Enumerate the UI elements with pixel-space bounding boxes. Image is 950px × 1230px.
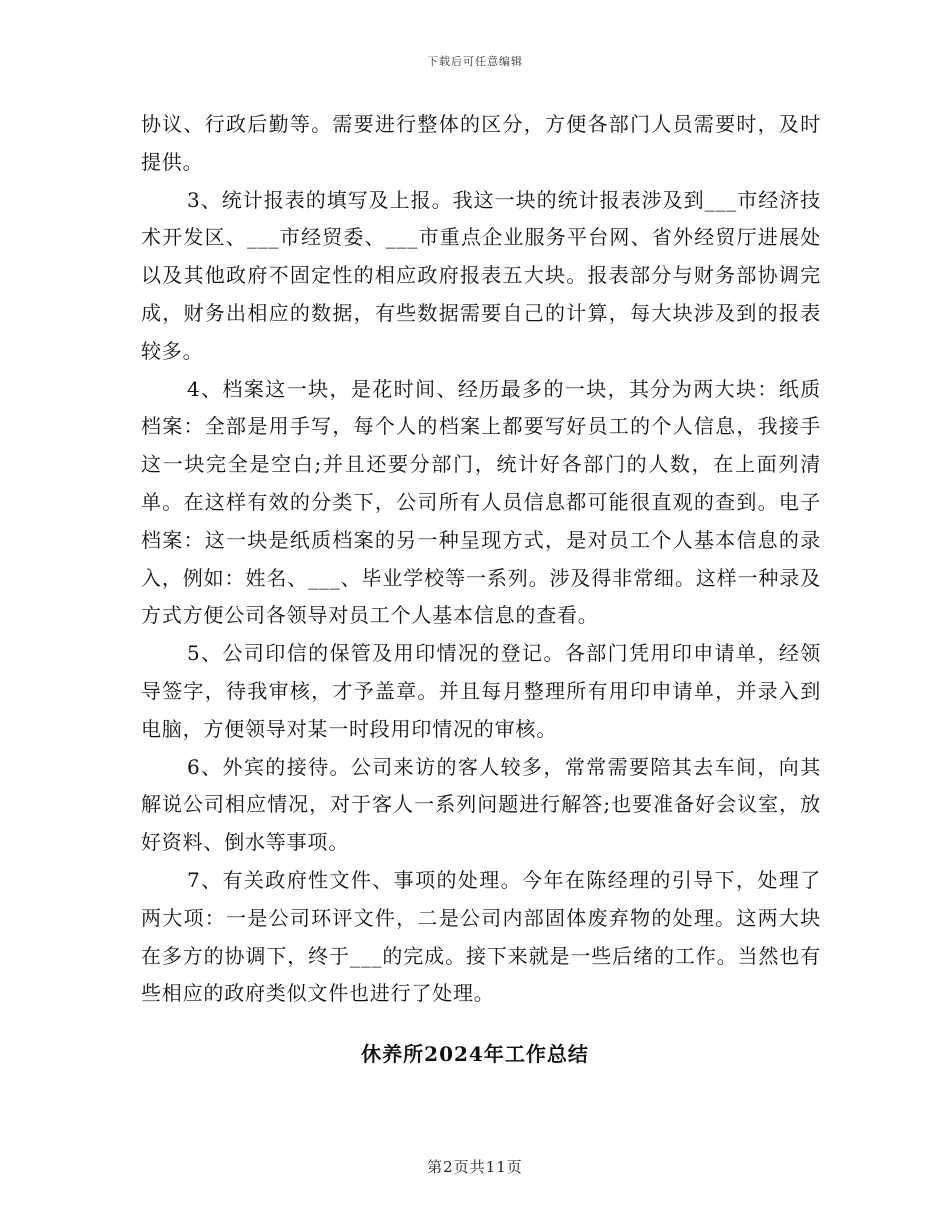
paragraph-item-5: 5、公司印信的保管及用印情况的登记。各部门凭用印申请单，经领导签字，待我审核，才予盖章。并且每月整理所有用印申请单，并录入到电脑，方便领导对某一时段用印情况的审核。 [141, 641, 821, 741]
paragraph-item-7: 7、有关政府性文件、事项的处理。今年在陈经理的引导下，处理了两大项：一是公司环评文件，二是公司内部固体废弃物的处理。这两大块在多方的协调下，终于___的完成。接下来就是一些后绪的工作。当然也有些相应的政府类似文件也进行了处理。 [141, 867, 821, 1006]
page-header: 下载后可任意编辑 [427, 55, 523, 68]
paragraph-item-4: 4、档案这一块，是花时间、经历最多的一块，其分为两大块：纸质档案：全部是用手写，每个人的档案上都要写好员工的个人信息，我接手这一块完全是空白;并且还要分部门，统计好各部门的人数，在上面列清单。在这样有效的分类下，公司所有人员信息都可能很直观的查到。电子档案：这一块是纸质档案的另一种呈现方式，是对员工个人基本信息的录入，例如：姓名、___、毕业学校等一系列。涉及得非常细。这样一种录及方式方便公司各领导对员工个人基本信息的查看。 [141, 376, 821, 628]
page-number: 第2页共11页 [427, 1158, 523, 1176]
section-title: 休养所2024年工作总结 [361, 1042, 589, 1066]
paragraph-continuation: 协议、行政后勤等。需要进行整体的区分，方便各部门人员需要时，及时提供。 [141, 112, 821, 174]
document-body [141, 106, 821, 1013]
paragraph-item-3: 3、统计报表的填写及上报。我这一块的统计报表涉及到___市经济技术开发区、___市经贸委、___市重点企业服务平台网、省外经贸厅进展处以及其他政府不固定性的相应政府报表五大块。报表部分与财务部协调完成，财务出相应的数据，有些数据需要自己的计算，每大块涉及到的报表较多。 [141, 187, 821, 363]
paragraph-item-6: 6、外宾的接待。公司来访的客人较多，常常需要陪其去车间，向其解说公司相应情况，对于客人一系列问题进行解答;也要准备好会议室，放好资料、倒水等事项。 [141, 754, 821, 855]
